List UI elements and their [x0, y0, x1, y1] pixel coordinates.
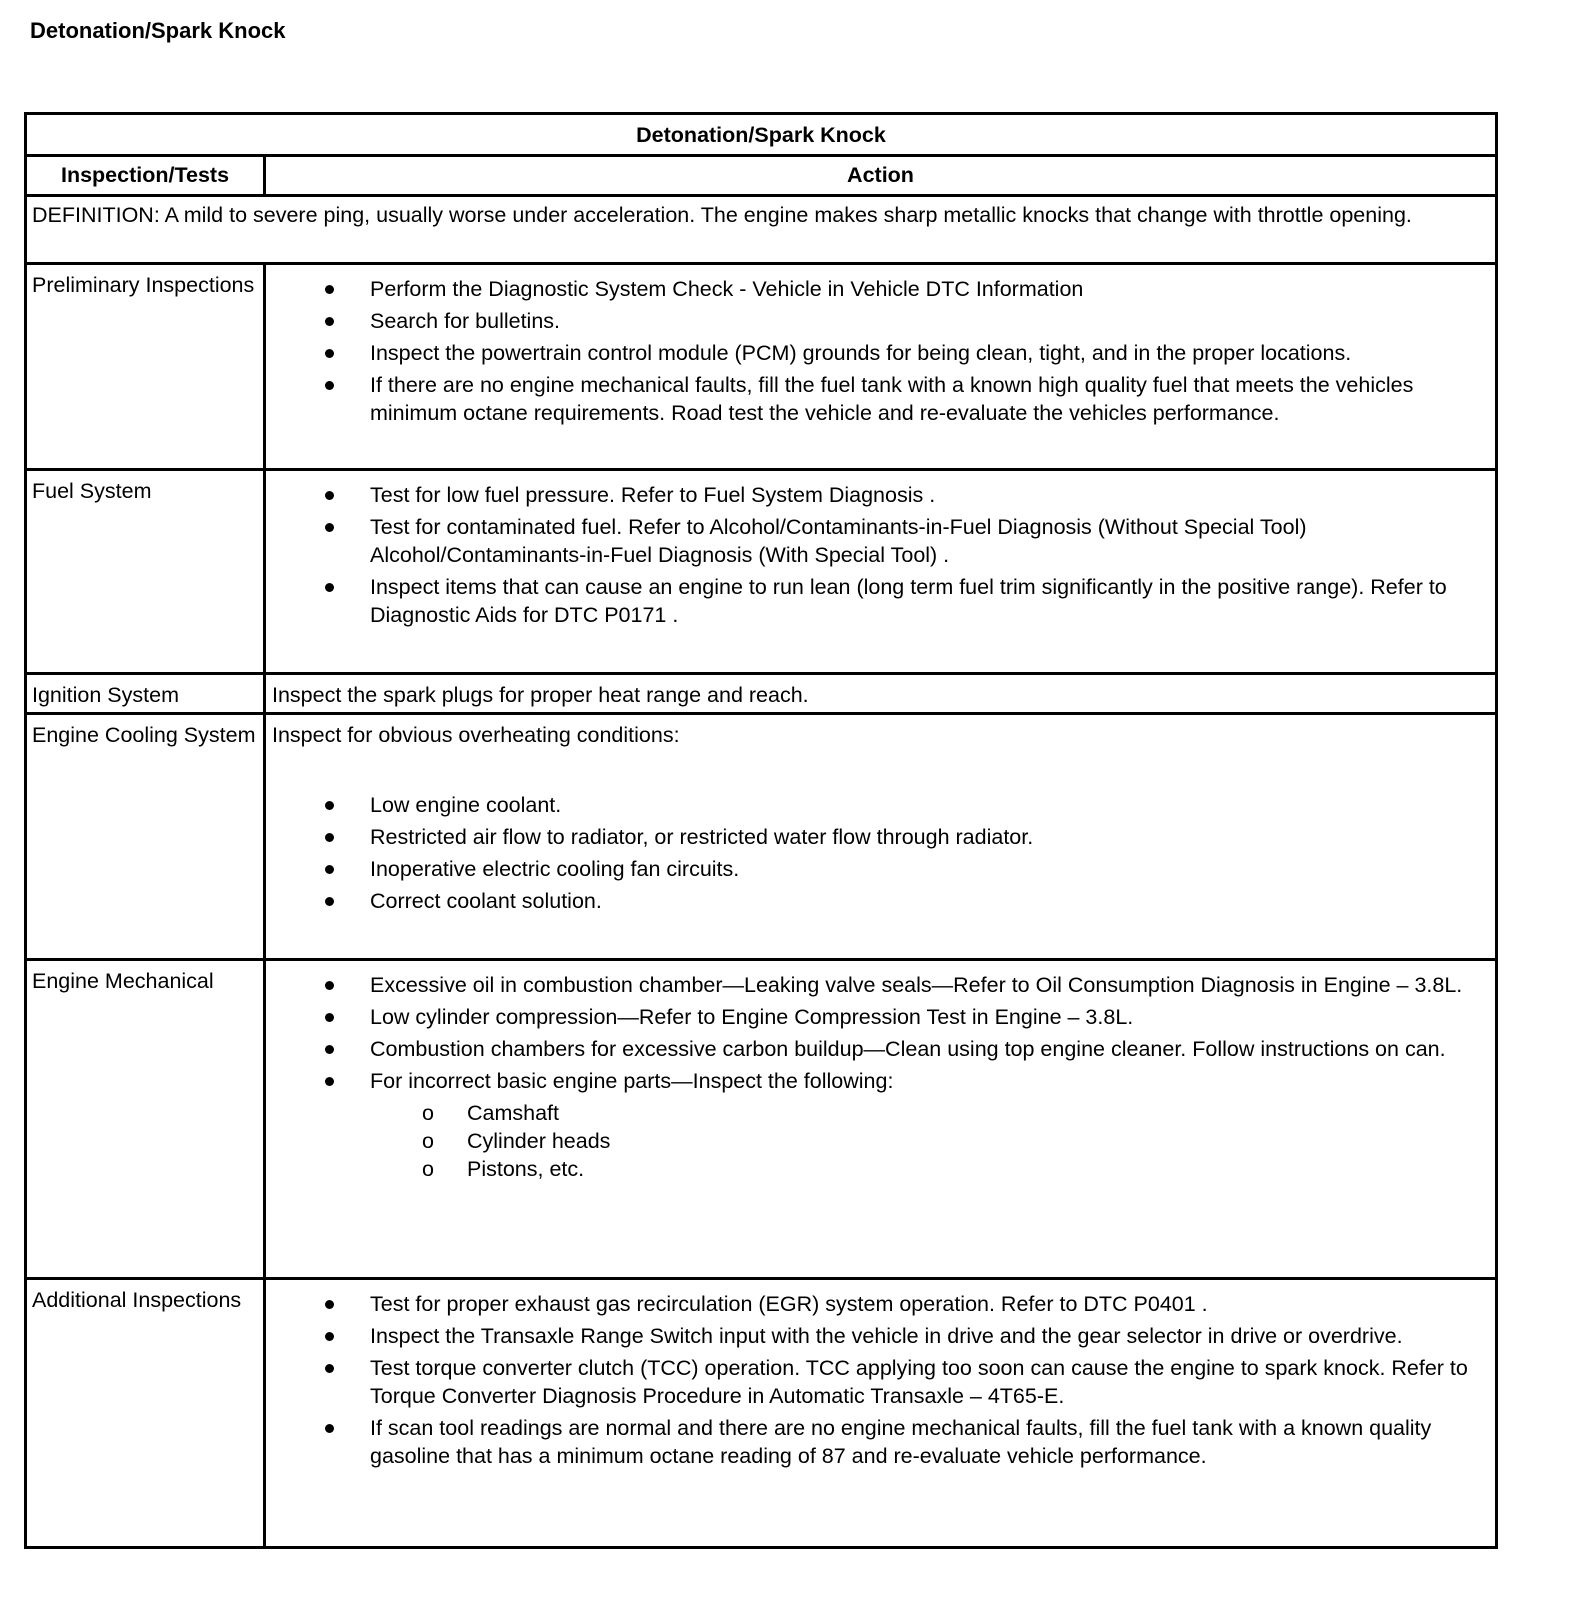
bullet-text: Restricted air flow to radiator, or restricted water flow through radiator. — [370, 825, 1034, 849]
bullet-text: Perform the Diagnostic System Check - Vehicle in Vehicle DTC Information — [370, 277, 1084, 301]
bullet-item — [272, 1354, 1489, 1410]
bullet-item — [272, 1035, 1489, 1063]
bullet-item — [272, 513, 1489, 569]
bullet-item — [272, 339, 1489, 367]
page-title: Detonation/Spark Knock — [30, 18, 286, 43]
sub-bullet-item: o Pistons, etc. — [272, 1155, 1489, 1183]
action-intro: Inspect the spark plugs for proper heat range and reach. — [272, 683, 809, 707]
row-label: Ignition System — [27, 675, 266, 712]
bullet-text: Inoperative electric cooling fan circuits. — [370, 857, 740, 881]
table-row — [27, 265, 1495, 471]
bullet-item — [272, 1067, 1489, 1095]
table-header-row — [27, 157, 1495, 197]
bullet-item — [272, 1003, 1489, 1031]
header-action: Action — [847, 163, 914, 187]
definition-row — [27, 197, 1495, 265]
bullet-item — [272, 1322, 1489, 1350]
table-row — [27, 675, 1495, 715]
row-label: Additional Inspections — [27, 1280, 266, 1546]
bullet-text: Test torque converter clutch (TCC) operation. TCC applying too soon can cause the engine to spark knock. Refer to Torque Converter Diagnosis Procedure in Automatic Transaxle – 4T65-E. — [370, 1356, 1468, 1408]
bullet-text: Test for proper exhaust gas recirculation (EGR) system operation. Refer to DTC P0401 . — [370, 1292, 1208, 1316]
bullet-text: Low cylinder compression—Refer to Engine Compression Test in Engine – 3.8L. — [370, 1005, 1134, 1029]
row-action — [266, 471, 1495, 672]
bullet-text: Inspect the Transaxle Range Switch input with the vehicle in drive and the gear selector in drive or overdrive. — [370, 1324, 1403, 1348]
bullet-item — [272, 307, 1489, 335]
bullet-text: Combustion chambers for excessive carbon buildup—Clean using top engine cleaner. Follow instructions on can. — [370, 1037, 1446, 1061]
sub-bullet-item: o Cylinder heads — [272, 1127, 1489, 1155]
row-action — [266, 675, 1495, 712]
bullet-text: If there are no engine mechanical faults, fill the fuel tank with a known high quality fuel that meets the vehicles minimum octane requirements. Road test the vehicle and re-evaluate the vehicles performance. — [370, 373, 1414, 425]
table-row — [27, 471, 1495, 675]
row-label: Preliminary Inspections — [27, 265, 266, 468]
bullet-item — [272, 371, 1489, 427]
bullet-item — [272, 1290, 1489, 1318]
row-action — [266, 715, 1495, 958]
bullet-text: For incorrect basic engine parts—Inspect the following: — [370, 1069, 894, 1093]
row-action — [266, 265, 1495, 468]
bullet-text: Test for contaminated fuel. Refer to Alcohol/Contaminants-in-Fuel Diagnosis (Without Special Tool) Alcohol/Contaminants-in-Fuel Diagnosis (With Special Tool) . — [370, 515, 1307, 567]
bullet-item — [272, 791, 1489, 819]
row-label: Fuel System — [27, 471, 266, 672]
table-caption: Detonation/Spark Knock — [636, 123, 886, 147]
row-label: Engine Mechanical — [27, 961, 266, 1277]
bullet-item — [272, 1414, 1489, 1470]
bullet-text: Low engine coolant. — [370, 793, 562, 817]
bullet-text: Test for low fuel pressure. Refer to Fuel System Diagnosis . — [370, 483, 936, 507]
table-caption-row — [27, 115, 1495, 157]
bullet-item — [272, 481, 1489, 509]
table-row — [27, 961, 1495, 1280]
bullet-text: Correct coolant solution. — [370, 889, 602, 913]
row-action — [266, 1280, 1495, 1546]
bullet-text: Inspect the powertrain control module (PCM) grounds for being clean, tight, and in the proper locations. — [370, 341, 1352, 365]
diagnosis-table — [24, 112, 1498, 1549]
definition-text: DEFINITION: A mild to severe ping, usually worse under acceleration. The engine makes sharp metallic knocks that change with throttle opening. — [32, 203, 1412, 227]
row-action — [266, 961, 1495, 1277]
bullet-text: Excessive oil in combustion chamber—Leaking valve seals—Refer to Oil Consumption Diagnosis in Engine – 3.8L. — [370, 973, 1463, 997]
action-intro: Inspect for obvious overheating conditions: — [272, 723, 680, 747]
table-row — [27, 715, 1495, 961]
bullet-item — [272, 573, 1489, 629]
bullet-item — [272, 887, 1489, 915]
bullet-item — [272, 971, 1489, 999]
table-row — [27, 1280, 1495, 1546]
bullet-text: Search for bulletins. — [370, 309, 561, 333]
bullet-text: Inspect items that can cause an engine to run lean (long term fuel trim significantly in the positive range). Refer to Diagnostic Aids for DTC P0171 . — [370, 575, 1447, 627]
row-label: Engine Cooling System — [27, 715, 266, 958]
bullet-text: If scan tool readings are normal and there are no engine mechanical faults, fill the fuel tank with a known quality gasoline that has a minimum octane reading of 87 and re-evaluate vehicle performance. — [370, 1416, 1432, 1468]
sub-bullet-item: o Camshaft — [272, 1099, 1489, 1127]
bullet-item — [272, 855, 1489, 883]
header-inspection: Inspection/Tests — [27, 157, 266, 194]
bullet-item — [272, 275, 1489, 303]
bullet-item — [272, 823, 1489, 851]
